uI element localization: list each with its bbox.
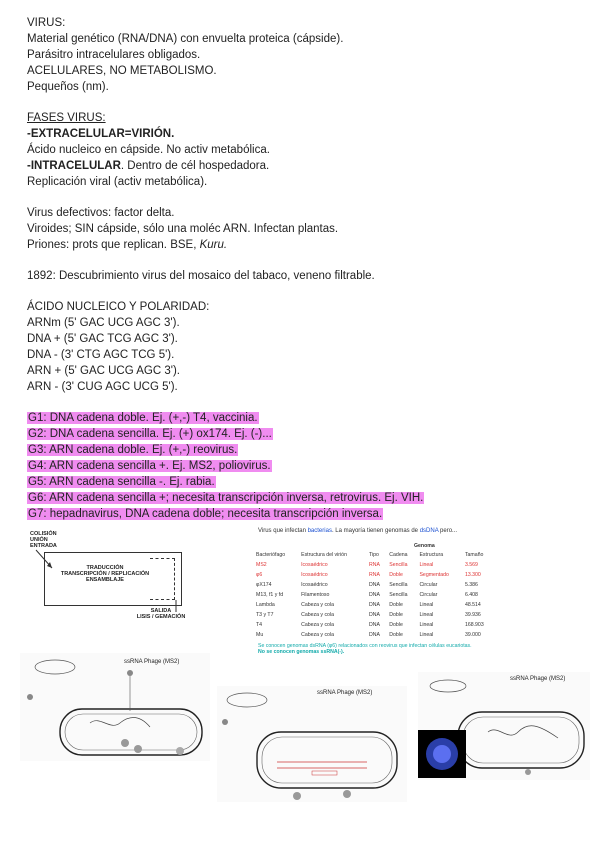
- bacterium-diagram: [20, 653, 210, 761]
- text-line: Viroides; SIN cápside, sólo una moléc ARN. Infectan plantas.: [27, 223, 339, 235]
- table-row: Mu Cabeza y cola DNA Doble Lineal 39.000: [256, 632, 481, 638]
- label-entrada: COLISIÓN UNIÓN ENTRADA: [30, 531, 57, 549]
- table-header-row: Bacteriófago Estructura del virión Tipo Cadena Estructura Tamaño: [256, 552, 484, 558]
- text-line: Parásitro intracelulares obligados.: [27, 49, 201, 61]
- text-line: 1892: Descubrimiento virus del mosaico del tabaco, veneno filtrable.: [27, 270, 375, 282]
- table-row: T4 Cabeza y cola DNA Doble Lineal 168.903: [256, 622, 484, 628]
- text-fragment: . Dentro de cél hospedadora.: [120, 160, 270, 172]
- text-fragment: Priones: prots que replican. BSE,: [27, 239, 200, 251]
- text-line: DNA + (5' GAC TCG AGC 3').: [27, 333, 178, 345]
- heading-fases: FASES VIRUS:: [27, 112, 106, 124]
- text-line: Ácido nucleico en cápside. No activ metabólica.: [27, 144, 270, 156]
- text-line: -EXTRACELULAR=VIRIÓN.: [27, 128, 175, 140]
- italic-kuru: Kuru.: [199, 239, 228, 251]
- table-caption: Virus que infectan bacterias. La mayoría tienen genomas de dsDNA pero...: [258, 528, 458, 534]
- text-line: ARN - (3' CUG AGC UCG 5').: [27, 381, 178, 393]
- phage-table-figure: [252, 526, 496, 655]
- table-row: MS2 Icosaédrico RNA Sencilla Lineal 3.569: [256, 562, 478, 568]
- phage-table: [254, 550, 494, 640]
- table-row: φX174 Icosaédrico DNA Sencilla Circular 5.386: [256, 582, 478, 588]
- figure-title: ssRNA Phage (MS2): [124, 659, 180, 665]
- group-item: G2: DNA cadena sencilla. Ej. (+) ox174. Ej. (-)...: [28, 428, 272, 440]
- group-item: G7: hepadnavirus, DNA cadena doble; necesita transcripción inversa.: [28, 508, 383, 520]
- text-line: Material genético (RNA/DNA) con envuelta proteica (cápside).: [27, 33, 344, 45]
- table-row: T3 y T7 Cabeza y cola DNA Doble Lineal 39.936: [256, 612, 481, 618]
- text-line: ARNm (5' GAC UCG AGC 3').: [27, 317, 180, 329]
- group-item: G4: ARN cadena sencilla +. Ej. MS2, poliovirus.: [28, 460, 271, 472]
- bacterium-diagram: [217, 686, 407, 802]
- table-note: Se conocen genomas dsRNA (φ6) relacionados con reovirus que infectan células eucariotas. No se conocen genomas ssRNA(-).: [258, 643, 472, 655]
- text-line: ACELULARES, NO METABOLISMO.: [27, 65, 217, 77]
- text-line: DNA - (3' CTG AGC TCG 5').: [27, 349, 175, 361]
- label-salida: SALIDA LISIS / GEMACIÓN: [136, 608, 186, 620]
- text-line: [27, 238, 227, 252]
- bold-intracelular: -INTRACELULAR: [27, 160, 121, 172]
- figure-title: ssRNA Phage (MS2): [510, 676, 566, 682]
- phage-figure-2: [217, 686, 407, 802]
- label-traduccion: TRADUCCIÓN TRANSCRIPCIÓN / REPLICACIÓN ENSAMBLAJE: [60, 565, 150, 583]
- text-line: Replicación viral (activ metabólica).: [27, 176, 208, 188]
- table-row: φ6 Icosaédrico RNA Doble Segmentado 13.300: [256, 572, 481, 578]
- heading-acido: ÁCIDO NUCLEICO Y POLARIDAD:: [27, 301, 210, 313]
- text-line: [27, 159, 269, 173]
- table-row: M13, f1 y fd Filamentoso DNA Sencilla Circular 6.408: [256, 592, 478, 598]
- group-item: G3: ARN cadena doble. Ej. (+,-) reovirus.: [28, 444, 238, 456]
- virus-cycle-diagram: [26, 528, 186, 624]
- phage-figure-3: [418, 672, 590, 780]
- group-item: G5: ARN cadena sencilla -. Ej. rabia.: [28, 476, 215, 488]
- bacterium-diagram: [418, 672, 590, 780]
- text-line: ARN + (5' GAC UCG AGC 3').: [27, 365, 180, 377]
- table-row: Lambda Cabeza y cola DNA Doble Lineal 48.514: [256, 602, 481, 608]
- arrow-icon: [26, 528, 182, 624]
- group-item: G1: DNA cadena doble. Ej. (+,-) T4, vaccinia.: [28, 412, 258, 424]
- figure-title: ssRNA Phage (MS2): [317, 690, 373, 696]
- genoma-header: Genoma: [414, 543, 435, 549]
- text-line: Pequeños (nm).: [27, 81, 109, 93]
- phage-figure-1: [20, 653, 210, 761]
- group-item: G6: ARN cadena sencilla +; necesita transcripción inversa, retrovirus. Ej. VIH.: [28, 492, 424, 504]
- title-virus: VIRUS:: [27, 17, 66, 29]
- text-line: Virus defectivos: factor delta.: [27, 207, 175, 219]
